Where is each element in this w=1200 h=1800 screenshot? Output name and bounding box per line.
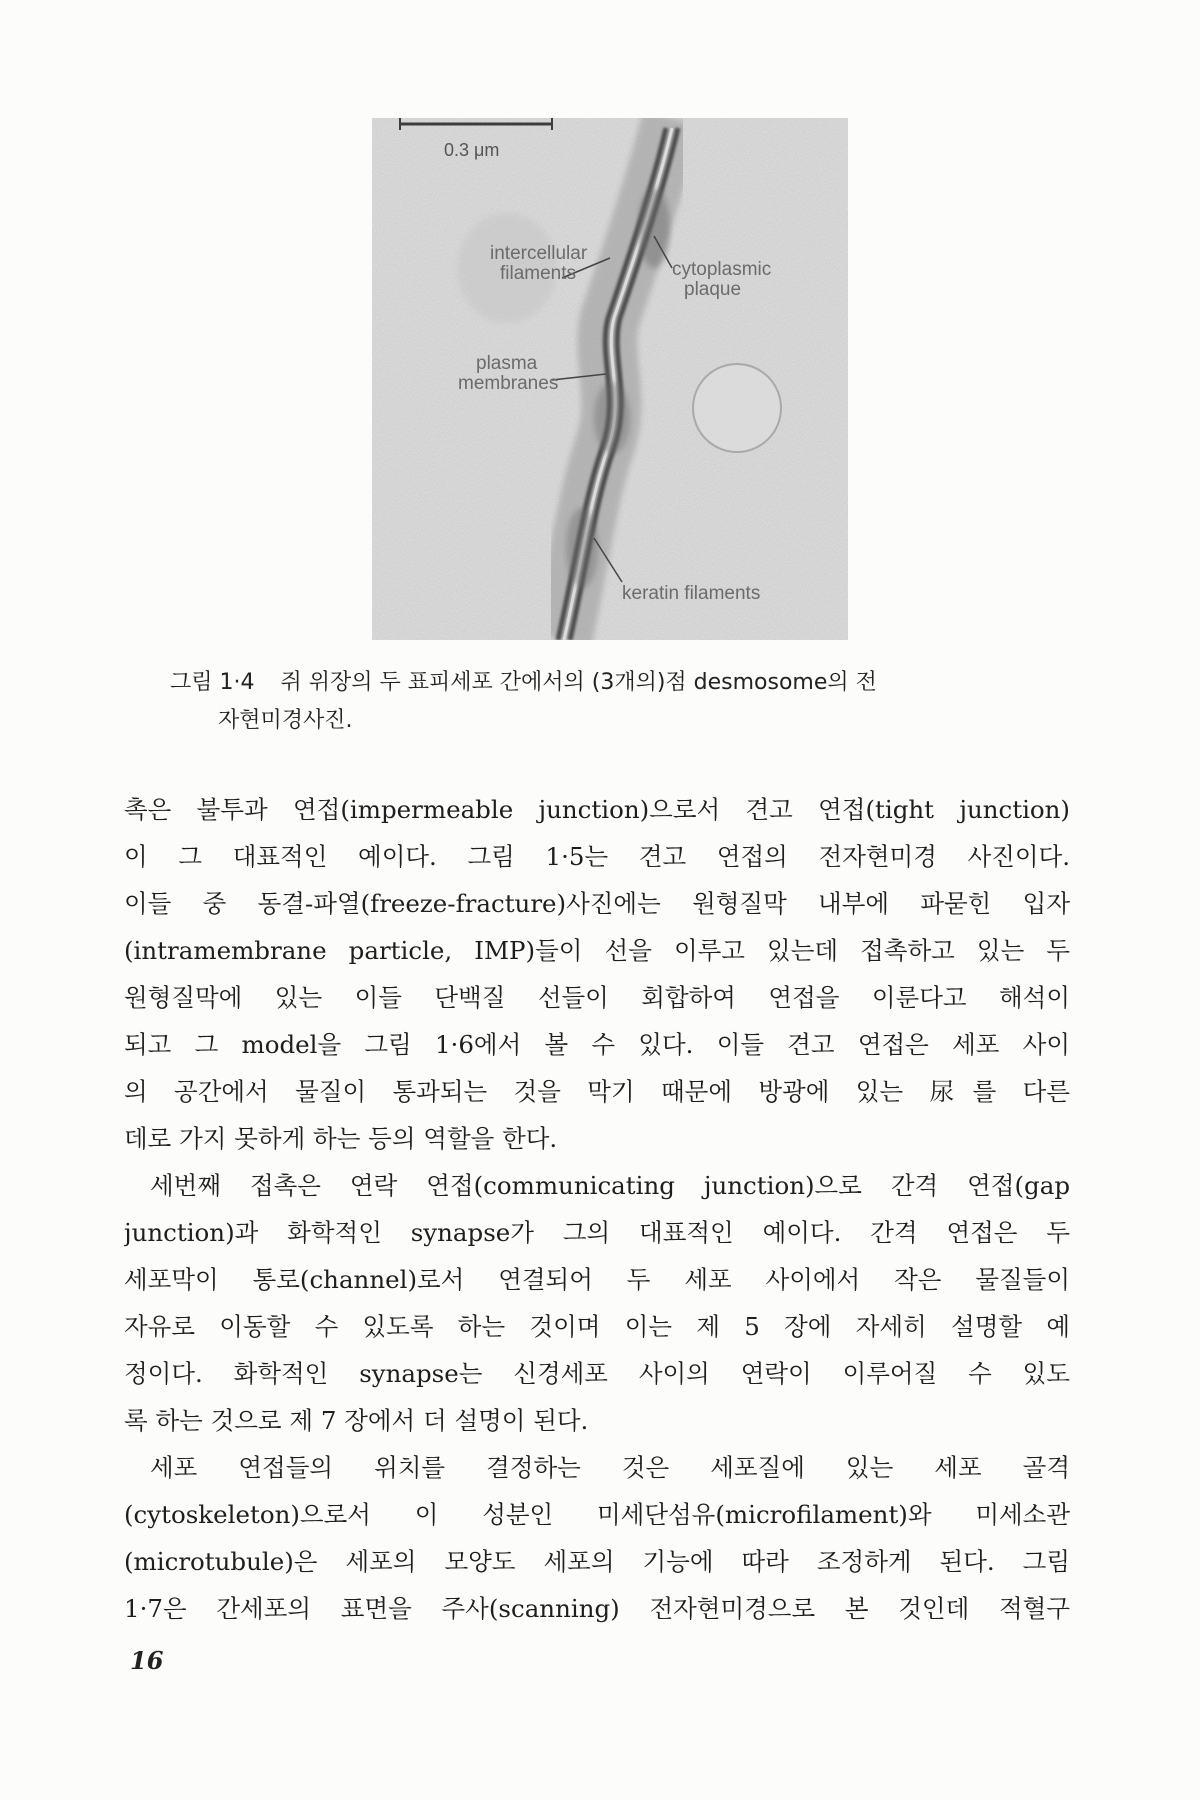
membranes-label: membranes xyxy=(458,373,559,394)
body-text xyxy=(124,786,1070,1632)
keratin-filaments-label: keratin filaments xyxy=(622,583,761,604)
text-line: 되고 그 model을 그림 1·6에서 볼 수 있다. 이들 견고 연접은 세포 사이 xyxy=(124,1030,1070,1059)
text-line: 세포막이 통로(channel)로서 연결되어 두 세포 사이에서 작은 물질들이 xyxy=(124,1265,1070,1294)
text-line: 의 공간에서 물질이 통과되는 것을 막기 때문에 방광에 있는 尿를 다른 xyxy=(124,1077,1070,1106)
text-line: 이 그 대표적인 예이다. 그림 1·5는 견고 연접의 전자현미경 사진이다. xyxy=(124,842,1070,871)
page-number: 16 xyxy=(130,1646,164,1675)
text-line: 이들 중 동결-파열(freeze-fracture)사진에는 원형질막 내부에 파묻힌 입자 xyxy=(124,889,1070,918)
text-line: (cytoskeleton)으로서 이 성분인 미세단섬유(microfilament)와 미세소관 xyxy=(124,1500,1070,1529)
micrograph-image xyxy=(372,118,848,640)
figure-caption xyxy=(170,664,1030,740)
text-line: (intramembrane particle, IMP)들이 선을 이루고 있는데 접촉하고 있는 두 xyxy=(124,936,1070,965)
text-line: 1·7은 간세포의 표면을 주사(scanning) 전자현미경으로 본 것인데 적혈구 xyxy=(124,1594,1070,1623)
text-line: 정이다. 화학적인 synapse는 신경세포 사이의 연락이 이루어질 수 있도 xyxy=(124,1359,1070,1388)
text-line: 원형질막에 있는 이들 단백질 선들이 회합하여 연접을 이룬다고 해석이 xyxy=(124,983,1070,1012)
text-line: 촉은 불투과 연접(impermeable junction)으로서 견고 연접(tight junction) xyxy=(124,795,1070,824)
caption-line-2: 자현미경사진. xyxy=(218,708,353,733)
scale-bar-label: 0.3 μm xyxy=(444,140,500,160)
text-line: junction)과 화학적인 synapse가 그의 대표적인 예이다. 간격 연접은 두 xyxy=(124,1218,1070,1247)
text-line: 데로 가지 못하게 하는 등의 역할을 한다. xyxy=(124,1124,558,1153)
intercellular-label: intercellular xyxy=(490,243,588,264)
text-line: 세포 연접들의 위치를 결정하는 것은 세포질에 있는 세포 골격 xyxy=(150,1453,1070,1482)
text-line: 록 하는 것으로 제 7 장에서 더 설명이 된다. xyxy=(124,1406,589,1435)
cytoplasmic-label: cytoplasmic xyxy=(672,259,772,280)
plaque-label: plaque xyxy=(684,279,742,300)
text-line: (microtubule)은 세포의 모양도 세포의 기능에 따라 조정하게 된다. 그림 xyxy=(124,1547,1070,1576)
figure-number: 그림 1·4 xyxy=(170,670,255,695)
text-line: 자유로 이동할 수 있도록 하는 것이며 이는 제 5 장에 자세히 설명할 예 xyxy=(124,1312,1070,1341)
text-line: 세번째 접촉은 연락 연접(communicating junction)으로 간격 연접(gap xyxy=(150,1171,1070,1200)
plasma-label: plasma xyxy=(476,353,538,374)
caption-line-1: 쥐 위장의 두 표피세포 간에서의 (3개의)점 desmosome의 전 xyxy=(280,670,877,695)
micrograph-figure xyxy=(372,118,848,640)
filaments-label: filaments xyxy=(500,263,577,284)
